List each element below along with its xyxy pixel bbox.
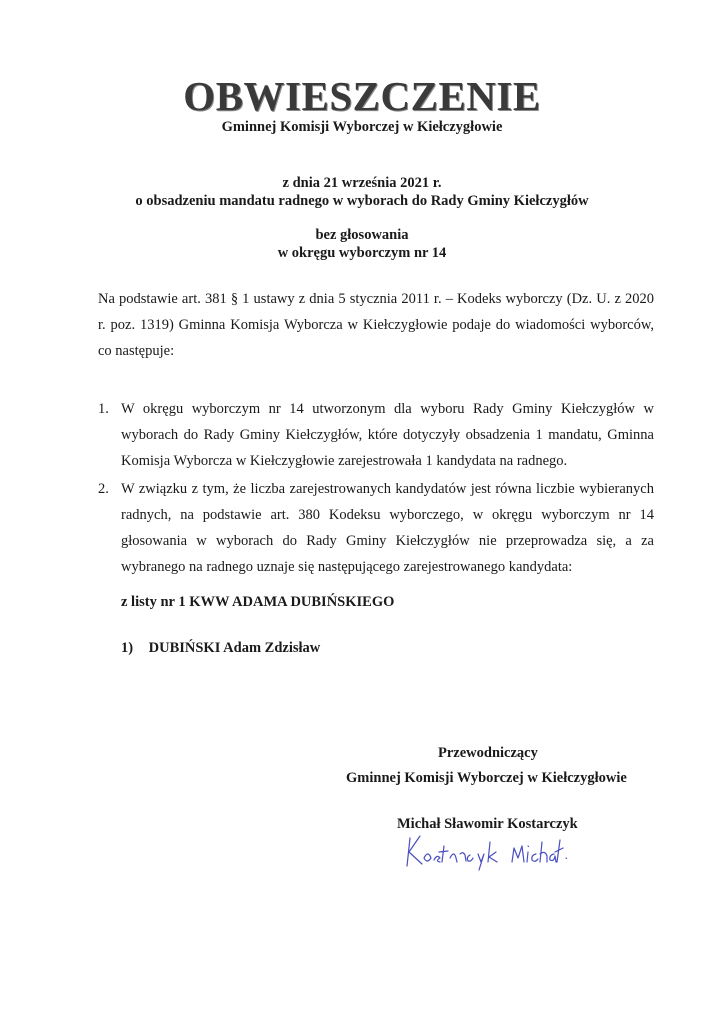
list-item	[98, 476, 654, 580]
signatory-body: Gminnej Komisji Wyborczej w Kiełczygłowie	[346, 770, 627, 786]
signatory-name: Michał Sławomir Kostarczyk	[397, 816, 578, 832]
candidate-entry	[121, 640, 320, 657]
candidate-number: 1)	[121, 640, 134, 656]
list-item	[98, 396, 654, 474]
issuer-subtitle: Gminnej Komisji Wyborczej w Kiełczygłowie	[221, 119, 503, 135]
list-item-text: W związku z tym, że liczba zarejestrowanych kandydatów jest równa liczbie wybieranych radnych, na podstawie art. 380 Kodeksu wyborczego, w okręgu wyborczym nr 14 głosowania w wyborach do Rady Gminy Kiełczygłów nie przeprowadza się, a za wybranego na radnego uznaje się następującego zarejestrowanego kandydata:	[121, 481, 654, 575]
signatory-role: Przewodniczący	[438, 745, 538, 761]
intro-paragraph: Na podstawie art. 381 § 1 ustawy z dnia 5 stycznia 2011 r. – Kodeks wyborczy (Dz. U. z 2020 r. poz. 1319) Gminna Komisja Wyborcza w Kiełczygłowie podaje do wiadomości wyborców, co następuje:	[98, 291, 654, 359]
date-line: z dnia 21 września 2021 r.	[282, 175, 442, 191]
handwritten-signature	[400, 824, 570, 874]
list-item-number: 1.	[98, 401, 109, 417]
subject-line: o obsadzeniu mandatu radnego w wyborach do Rady Gminy Kiełczygłów	[135, 193, 589, 209]
district-line: w okręgu wyborczym nr 14	[277, 245, 447, 261]
electoral-list-heading: z listy nr 1 KWW ADAMA DUBIŃSKIEGO	[121, 594, 395, 610]
list-item-number: 2.	[98, 481, 109, 497]
mode-line: bez głosowania	[315, 227, 409, 243]
list-item-text: W okręgu wyborczym nr 14 utworzonym dla wyboru Rady Gminy Kiełczygłów w wyborach do Rady Gminy Kiełczygłów, które dotyczyły obsadzenia 1 mandatu, Gminna Komisja Wyborcza w Kiełczygłowie zarejestrowała 1 kandydata na radnego.	[121, 401, 654, 469]
candidate-name: DUBIŃSKI Adam Zdzisław	[148, 640, 321, 656]
document-title: OBWIESZCZENIE	[183, 73, 541, 119]
